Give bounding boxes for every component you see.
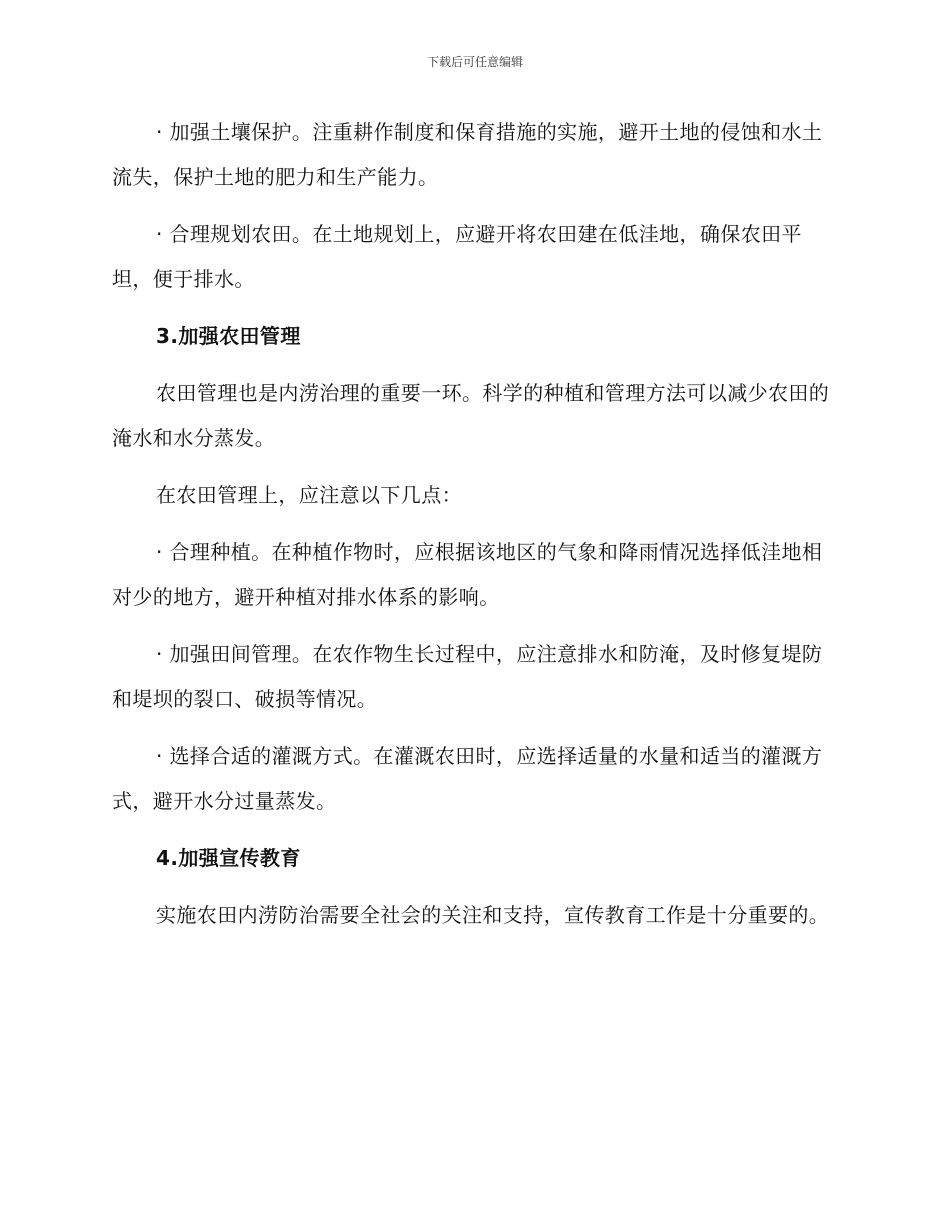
paragraph-irrigation-method: · 选择合适的灌溉方式。在灌溉农田时，应选择适量的水量和适当的灌溉方式，避开水分过量蒸发。: [112, 744, 823, 813]
paragraph-management-points: 在农田管理上，应注意以下几点：: [156, 483, 462, 507]
paragraph-reasonable-planting: · 合理种植。在种植作物时，应根据该地区的气象和降雨情况选择低洼地相对少的地方，避开种植对排水体系的影响。: [112, 540, 823, 609]
paragraph-publicity-education: 实施农田内涝防治需要全社会的关注和支持，宣传教育工作是十分重要的。: [156, 903, 830, 927]
paragraph-farmland-management-intro: 农田管理也是内涝治理的重要一环。科学的种植和管理方法可以减少农田的淹水和水分蒸发。: [112, 381, 830, 450]
document-body: [112, 110, 830, 950]
section-heading-4: 4.加强宣传教育: [156, 846, 301, 870]
page-header: 下载后可任意编辑: [426, 55, 523, 69]
section-heading-3: 3.加强农田管理: [156, 324, 301, 348]
paragraph-soil-protection: · 加强土壤保护。注重耕作制度和保育措施的实施，避开土地的侵蚀和水土流失，保护土地的肥力和生产能力。: [112, 120, 823, 189]
paragraph-field-management: · 加强田间管理。在农作物生长过程中，应注意排水和防淹，及时修复堤防和堤坝的裂口、破损等情况。: [112, 642, 823, 711]
paragraph-farmland-planning: · 合理规划农田。在土地规划上，应避开将农田建在低洼地，确保农田平坦，便于排水。: [112, 222, 802, 291]
